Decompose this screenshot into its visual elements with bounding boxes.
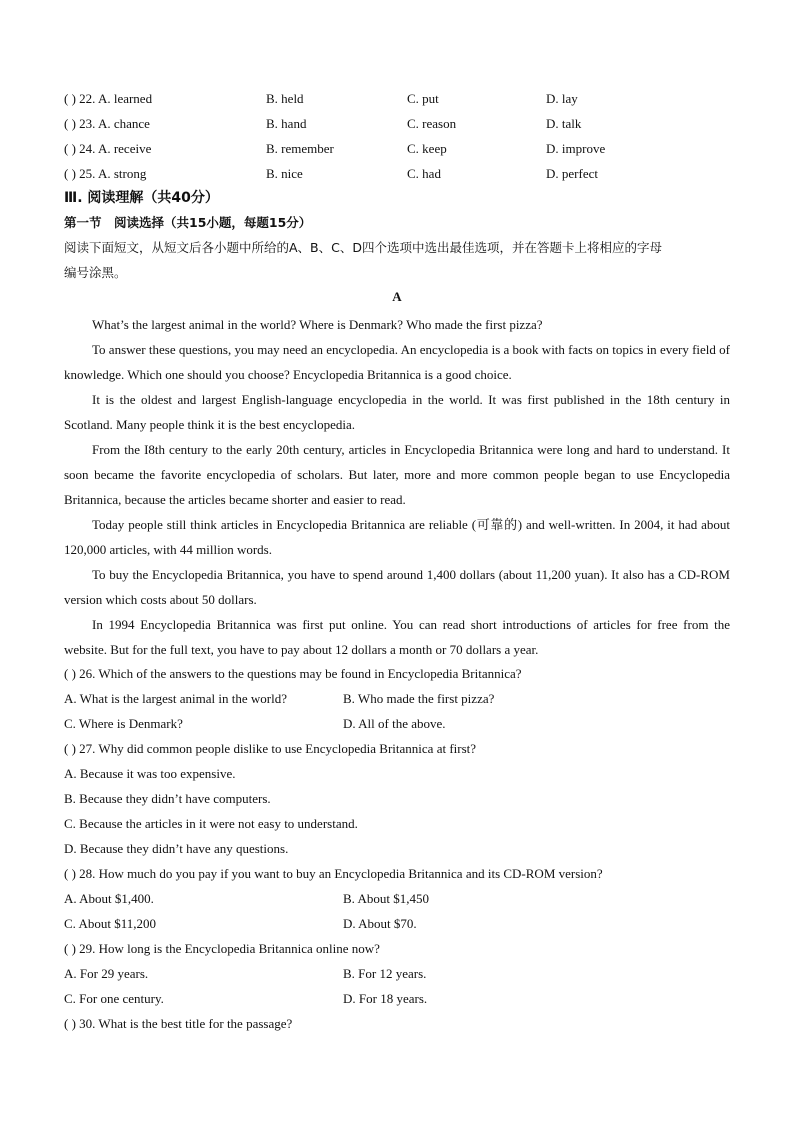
cloze-row-24-b: B. remember: [266, 141, 334, 156]
question-30: ( ) 30. What is the best title for the passage?: [64, 1016, 293, 1031]
cloze-row-24-d: D. improve: [546, 141, 606, 156]
cloze-row-25-a: ( ) 25. A. strong: [64, 166, 147, 181]
cloze-row-25-c: C. had: [407, 166, 441, 181]
question-26-option-c: C. Where is Denmark?: [64, 716, 183, 731]
passage: [64, 312, 730, 662]
question-27: ( ) 27. Why did common people dislike to use Encyclopedia Britannica at first?: [64, 741, 477, 756]
section-title: Ⅲ. 阅读理解（共40分）: [64, 190, 219, 206]
question-28-option-c: C. About $11,200: [64, 916, 156, 931]
question-27-option-b: B. Because they didn’t have computers.: [64, 791, 271, 806]
question-28-option-a: A. About $1,400.: [64, 891, 154, 906]
question-27-option-d: D. Because they didn’t have any questions.: [64, 841, 289, 856]
subsection-title: 第一节 阅读选择（共15小题，每题15分）: [64, 215, 312, 230]
question-28-option-b: B. About $1,450: [343, 891, 429, 906]
question-29: ( ) 29. How long is the Encyclopedia Britannica online now?: [64, 941, 380, 956]
instructions-line-2: 编号涂黑。: [64, 265, 127, 280]
question-26-option-d: D. All of the above.: [343, 716, 446, 731]
cloze-row-22-d: D. lay: [546, 91, 578, 106]
question-28-option-d: D. About $70.: [343, 916, 417, 931]
instructions-line-1: 阅读下面短文，从短文后各小题中所给的A、B、C、D四个选项中选出最佳选项，并在答题卡上将相应的字母: [64, 240, 662, 255]
question-26-option-a: A. What is the largest animal in the world?: [64, 691, 287, 706]
cloze-row-24-c: C. keep: [407, 141, 447, 156]
question-27-option-a: A. Because it was too expensive.: [64, 766, 236, 781]
cloze-row-22-b: B. held: [266, 91, 304, 106]
passage-paragraph: To answer these questions, you may need an encyclopedia. An encyclopedia is a book with facts on topics in every field of knowledge. Which one should you choose? Encyclopedia Britannica is a good choice.: [64, 342, 730, 382]
cloze-row-25-b: B. nice: [266, 166, 303, 181]
cloze-row-24-a: ( ) 24. A. receive: [64, 141, 152, 156]
question-27-option-c: C. Because the articles in it were not easy to understand.: [64, 816, 358, 831]
passage-paragraph: In 1994 Encyclopedia Britannica was first put online. You can read short introductions of articles for free from the website. But for the full text, you have to pay about 12 dollars a month or 70 dollars a year.: [64, 617, 730, 657]
cloze-row-22-a: ( ) 22. A. learned: [64, 91, 153, 106]
passage-paragraph: Today people still think articles in Encyclopedia Britannica are reliable (可靠的) and well-written. In 2004, it had about 120,000 articles, with 44 million words.: [64, 517, 730, 557]
question-29-option-a: A. For 29 years.: [64, 966, 149, 981]
cloze-row-25-d: D. perfect: [546, 166, 598, 181]
question-29-option-b: B. For 12 years.: [343, 966, 427, 981]
question-28: ( ) 28. How much do you pay if you want to buy an Encyclopedia Britannica and its CD-ROM version?: [64, 866, 603, 881]
question-29-option-c: C. For one century.: [64, 991, 164, 1006]
cloze-row-23-c: C. reason: [407, 116, 457, 131]
question-26-option-b: B. Who made the first pizza?: [343, 691, 495, 706]
passage-paragraph: It is the oldest and largest English-language encyclopedia in the world. It was first published in the 18th century in Scotland. Many people think it is the best encyclopedia.: [64, 392, 730, 432]
passage-paragraph: From the I8th century to the early 20th century, articles in Encyclopedia Britannica were long and hard to understand. It soon became the favorite encyclopedia of scholars. But later, more and more common people began to use Encyclopedia Britannica, because the articles became shorter and easier to read.: [64, 442, 730, 507]
passage-label: A: [392, 289, 402, 304]
passage-paragraph: What’s the largest animal in the world? Where is Denmark? Who made the first pizza?: [92, 317, 543, 332]
cloze-row-22-c: C. put: [407, 91, 439, 106]
passage-paragraph: To buy the Encyclopedia Britannica, you have to spend around 1,400 dollars (about 11,200 yuan). It also has a CD-ROM version which costs about 50 dollars.: [64, 567, 730, 607]
cloze-row-23-a: ( ) 23. A. chance: [64, 116, 150, 131]
question-26: ( ) 26. Which of the answers to the questions may be found in Encyclopedia Britannica?: [64, 666, 522, 681]
cloze-row-23-d: D. talk: [546, 116, 582, 131]
question-29-option-d: D. For 18 years.: [343, 991, 428, 1006]
cloze-row-23-b: B. hand: [266, 116, 307, 131]
